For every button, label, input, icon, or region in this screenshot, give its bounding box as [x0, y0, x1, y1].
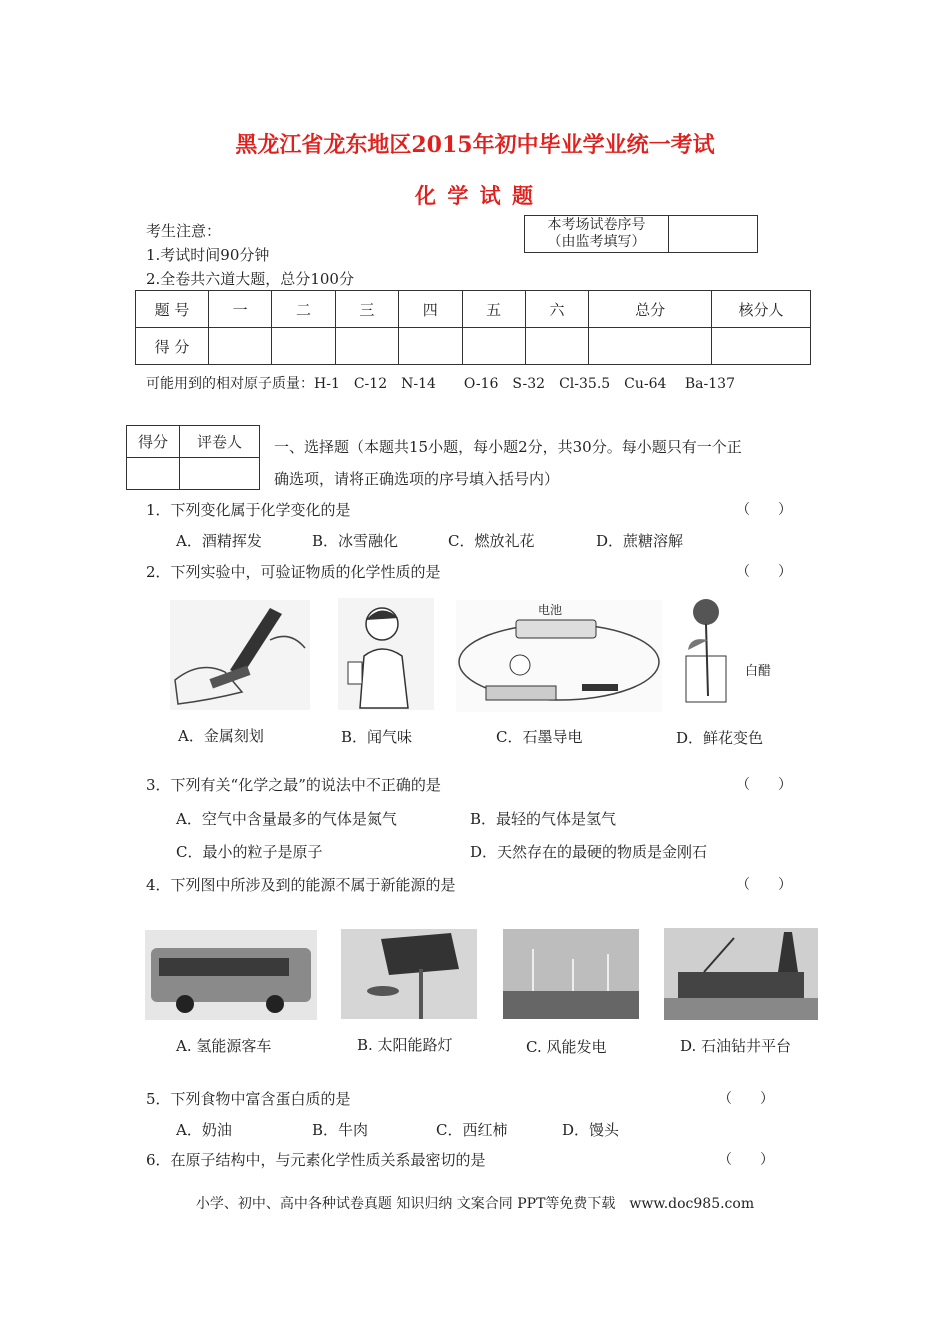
- grader-score-label: 得分: [127, 426, 180, 458]
- q4-answer-paren[interactable]: （ ）: [736, 877, 792, 893]
- score-header: 二: [272, 291, 335, 328]
- atomic-masses: 可能用到的相对原子质量：H-1 C-12 N-14 O-16 S-32 Cl-35.5 Cu-64 Ba-137: [146, 376, 735, 392]
- notice-item-2: 2.全卷共六道大题，总分100分: [146, 270, 354, 288]
- q2-option-c: C．石墨导电: [496, 728, 583, 746]
- seat-number-label: [525, 216, 669, 253]
- score-header: 五: [462, 291, 525, 328]
- score-cell[interactable]: [525, 328, 588, 365]
- grader-score-cell[interactable]: [127, 458, 180, 490]
- solar-streetlight-photo: [341, 929, 477, 1019]
- score-header: 三: [335, 291, 398, 328]
- score-header: 总分: [589, 291, 712, 328]
- q4-option-d: D. 石油钻井平台: [680, 1037, 792, 1055]
- q4-option-c: C. 风能发电: [526, 1038, 607, 1056]
- q1-option-a: A．酒精挥发: [176, 532, 262, 550]
- score-header: 四: [399, 291, 462, 328]
- wind-power-photo: [503, 929, 639, 1019]
- score-cell[interactable]: [399, 328, 462, 365]
- q3-option-a: A．空气中含量最多的气体是氮气: [176, 810, 397, 828]
- oil-rig-photo: [664, 928, 818, 1020]
- seat-number-line2: （由监考填写）: [547, 234, 646, 250]
- q5-option-c: C．西红柿: [436, 1121, 508, 1139]
- q3-option-b: B．最轻的气体是氢气: [470, 810, 617, 828]
- q5-option-a: A．奶油: [176, 1121, 232, 1139]
- q2-answer-paren[interactable]: （ ）: [736, 564, 792, 580]
- score-header: 题 号: [136, 291, 209, 328]
- q3-option-c: C．最小的粒子是原子: [176, 843, 323, 861]
- q1-option-b: B．冰雪融化: [312, 532, 399, 550]
- q5-stem: 5．下列食物中富含蛋白质的是: [146, 1090, 351, 1108]
- notice-item-1: 1.考试时间90分钟: [146, 246, 270, 264]
- q2-option-a: A．金属刻划: [178, 727, 264, 745]
- grader-name-label: 评卷人: [180, 426, 260, 458]
- grader-name-cell[interactable]: [180, 458, 260, 490]
- grader-box: [126, 425, 260, 490]
- q2-option-d: D．鲜花变色: [676, 729, 764, 747]
- metal-scratch-illustration: [170, 600, 310, 710]
- q6-stem: 6．在原子结构中，与元素化学性质关系最密切的是: [146, 1151, 486, 1169]
- exam-title: 黑龙江省龙东地区2015年初中毕业学业统一考试: [235, 132, 715, 158]
- q3-stem: 3．下列有关“化学之最”的说法中不正确的是: [146, 776, 441, 794]
- section1-intro-1: 一、选择题（本题共15小题，每小题2分，共30分。每小题只有一个正: [274, 438, 742, 456]
- score-cell[interactable]: [589, 328, 712, 365]
- exam-subtitle: 化 学 试 题: [415, 183, 535, 208]
- section1-intro-2: 确选项，请将正确选项的序号填入括号内）: [274, 470, 560, 488]
- seat-number-box: [524, 215, 758, 253]
- battery-label: 电池: [538, 603, 563, 617]
- q4-option-a: A. 氢能源客车: [176, 1037, 272, 1055]
- q5-option-d: D．馒头: [562, 1121, 620, 1139]
- score-cell[interactable]: [272, 328, 335, 365]
- q2-option-b: B．闻气味: [341, 728, 413, 746]
- q1-stem: 1．下列变化属于化学变化的是: [146, 501, 351, 519]
- seat-number-line1: 本考场试卷序号: [547, 217, 646, 233]
- vinegar-label: 白醋: [745, 664, 772, 679]
- q1-option-c: C．燃放礼花: [448, 532, 535, 550]
- score-header: 核分人: [712, 291, 811, 328]
- notice-label: 考生注意：: [146, 222, 222, 240]
- score-cell[interactable]: [209, 328, 272, 365]
- q4-stem: 4．下列图中所涉及到的能源不属于新能源的是: [146, 876, 456, 894]
- flower-vinegar-illustration: [680, 596, 750, 706]
- q5-answer-paren[interactable]: （ ）: [718, 1091, 774, 1107]
- q6-answer-paren[interactable]: （ ）: [718, 1152, 774, 1168]
- q3-option-d: D．天然存在的最硬的物质是金刚石: [470, 843, 708, 861]
- score-cell[interactable]: [462, 328, 525, 365]
- q3-answer-paren[interactable]: （ ）: [736, 777, 792, 793]
- hydrogen-bus-photo: [145, 930, 317, 1020]
- q2-stem: 2．下列实验中，可验证物质的化学性质的是: [146, 563, 441, 581]
- q1-option-d: D．蔗糖溶解: [596, 532, 684, 550]
- page-footer: 小学、初中、高中各种试卷真题 知识归纳 文案合同 PPT等免费下载 www.doc985.com: [195, 1196, 755, 1212]
- score-header: 一: [209, 291, 272, 328]
- q4-option-b: B. 太阳能路灯: [357, 1036, 453, 1054]
- q5-option-b: B．牛肉: [312, 1121, 369, 1139]
- score-cell[interactable]: [712, 328, 811, 365]
- score-header: 六: [525, 291, 588, 328]
- q1-answer-paren[interactable]: （ ）: [736, 502, 792, 518]
- score-cell[interactable]: [335, 328, 398, 365]
- smell-gas-illustration: [338, 598, 434, 710]
- score-table: [135, 290, 811, 365]
- score-row-label: 得 分: [136, 328, 209, 365]
- seat-number-cell[interactable]: [669, 216, 758, 253]
